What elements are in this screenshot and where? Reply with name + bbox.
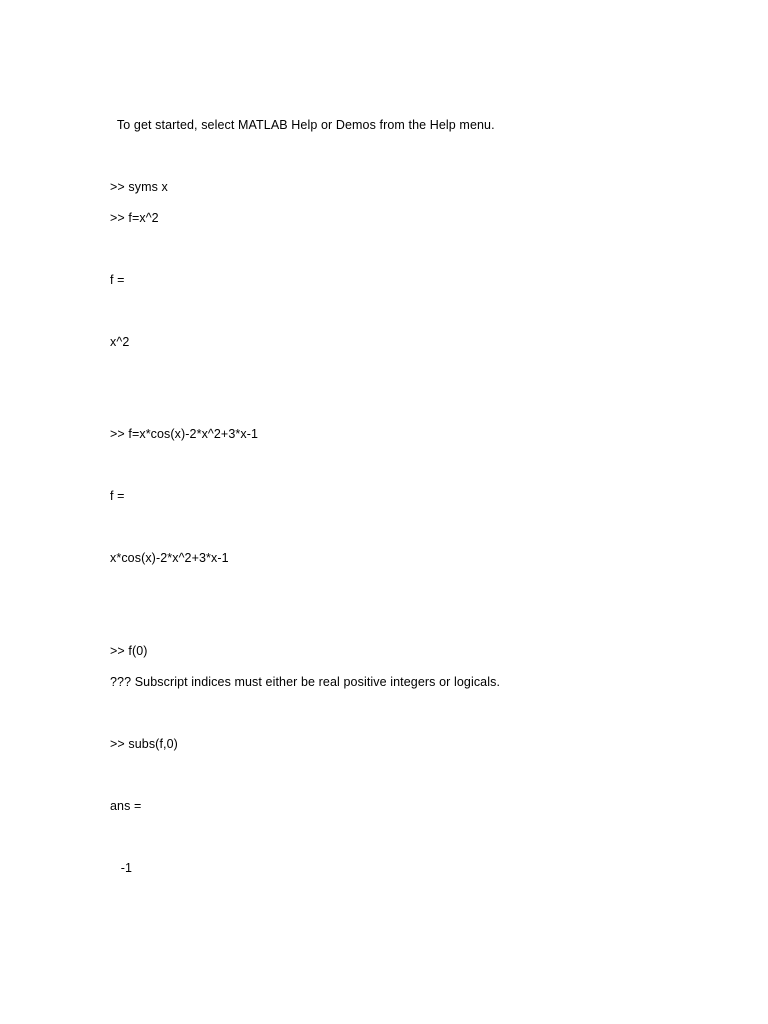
command-line: >> f=x^2: [110, 211, 159, 225]
command-line: >> subs(f,0): [110, 737, 178, 751]
output-value: x*cos(x)-2*x^2+3*x-1: [110, 551, 229, 565]
output-label: ans =: [110, 799, 142, 813]
output-value: -1: [110, 861, 133, 875]
error-message: ??? Subscript indices must either be real positive integers or logicals.: [110, 675, 501, 689]
output-label: f =: [110, 273, 125, 287]
output-value: x^2: [110, 335, 130, 349]
command-line: >> f=x*cos(x)-2*x^2+3*x-1: [110, 427, 259, 441]
command-line: >> f(0): [110, 644, 148, 658]
output-label: f =: [110, 489, 125, 503]
command-line: >> syms x: [110, 180, 168, 194]
startup-message: To get started, select MATLAB Help or Demos from the Help menu.: [110, 118, 495, 132]
